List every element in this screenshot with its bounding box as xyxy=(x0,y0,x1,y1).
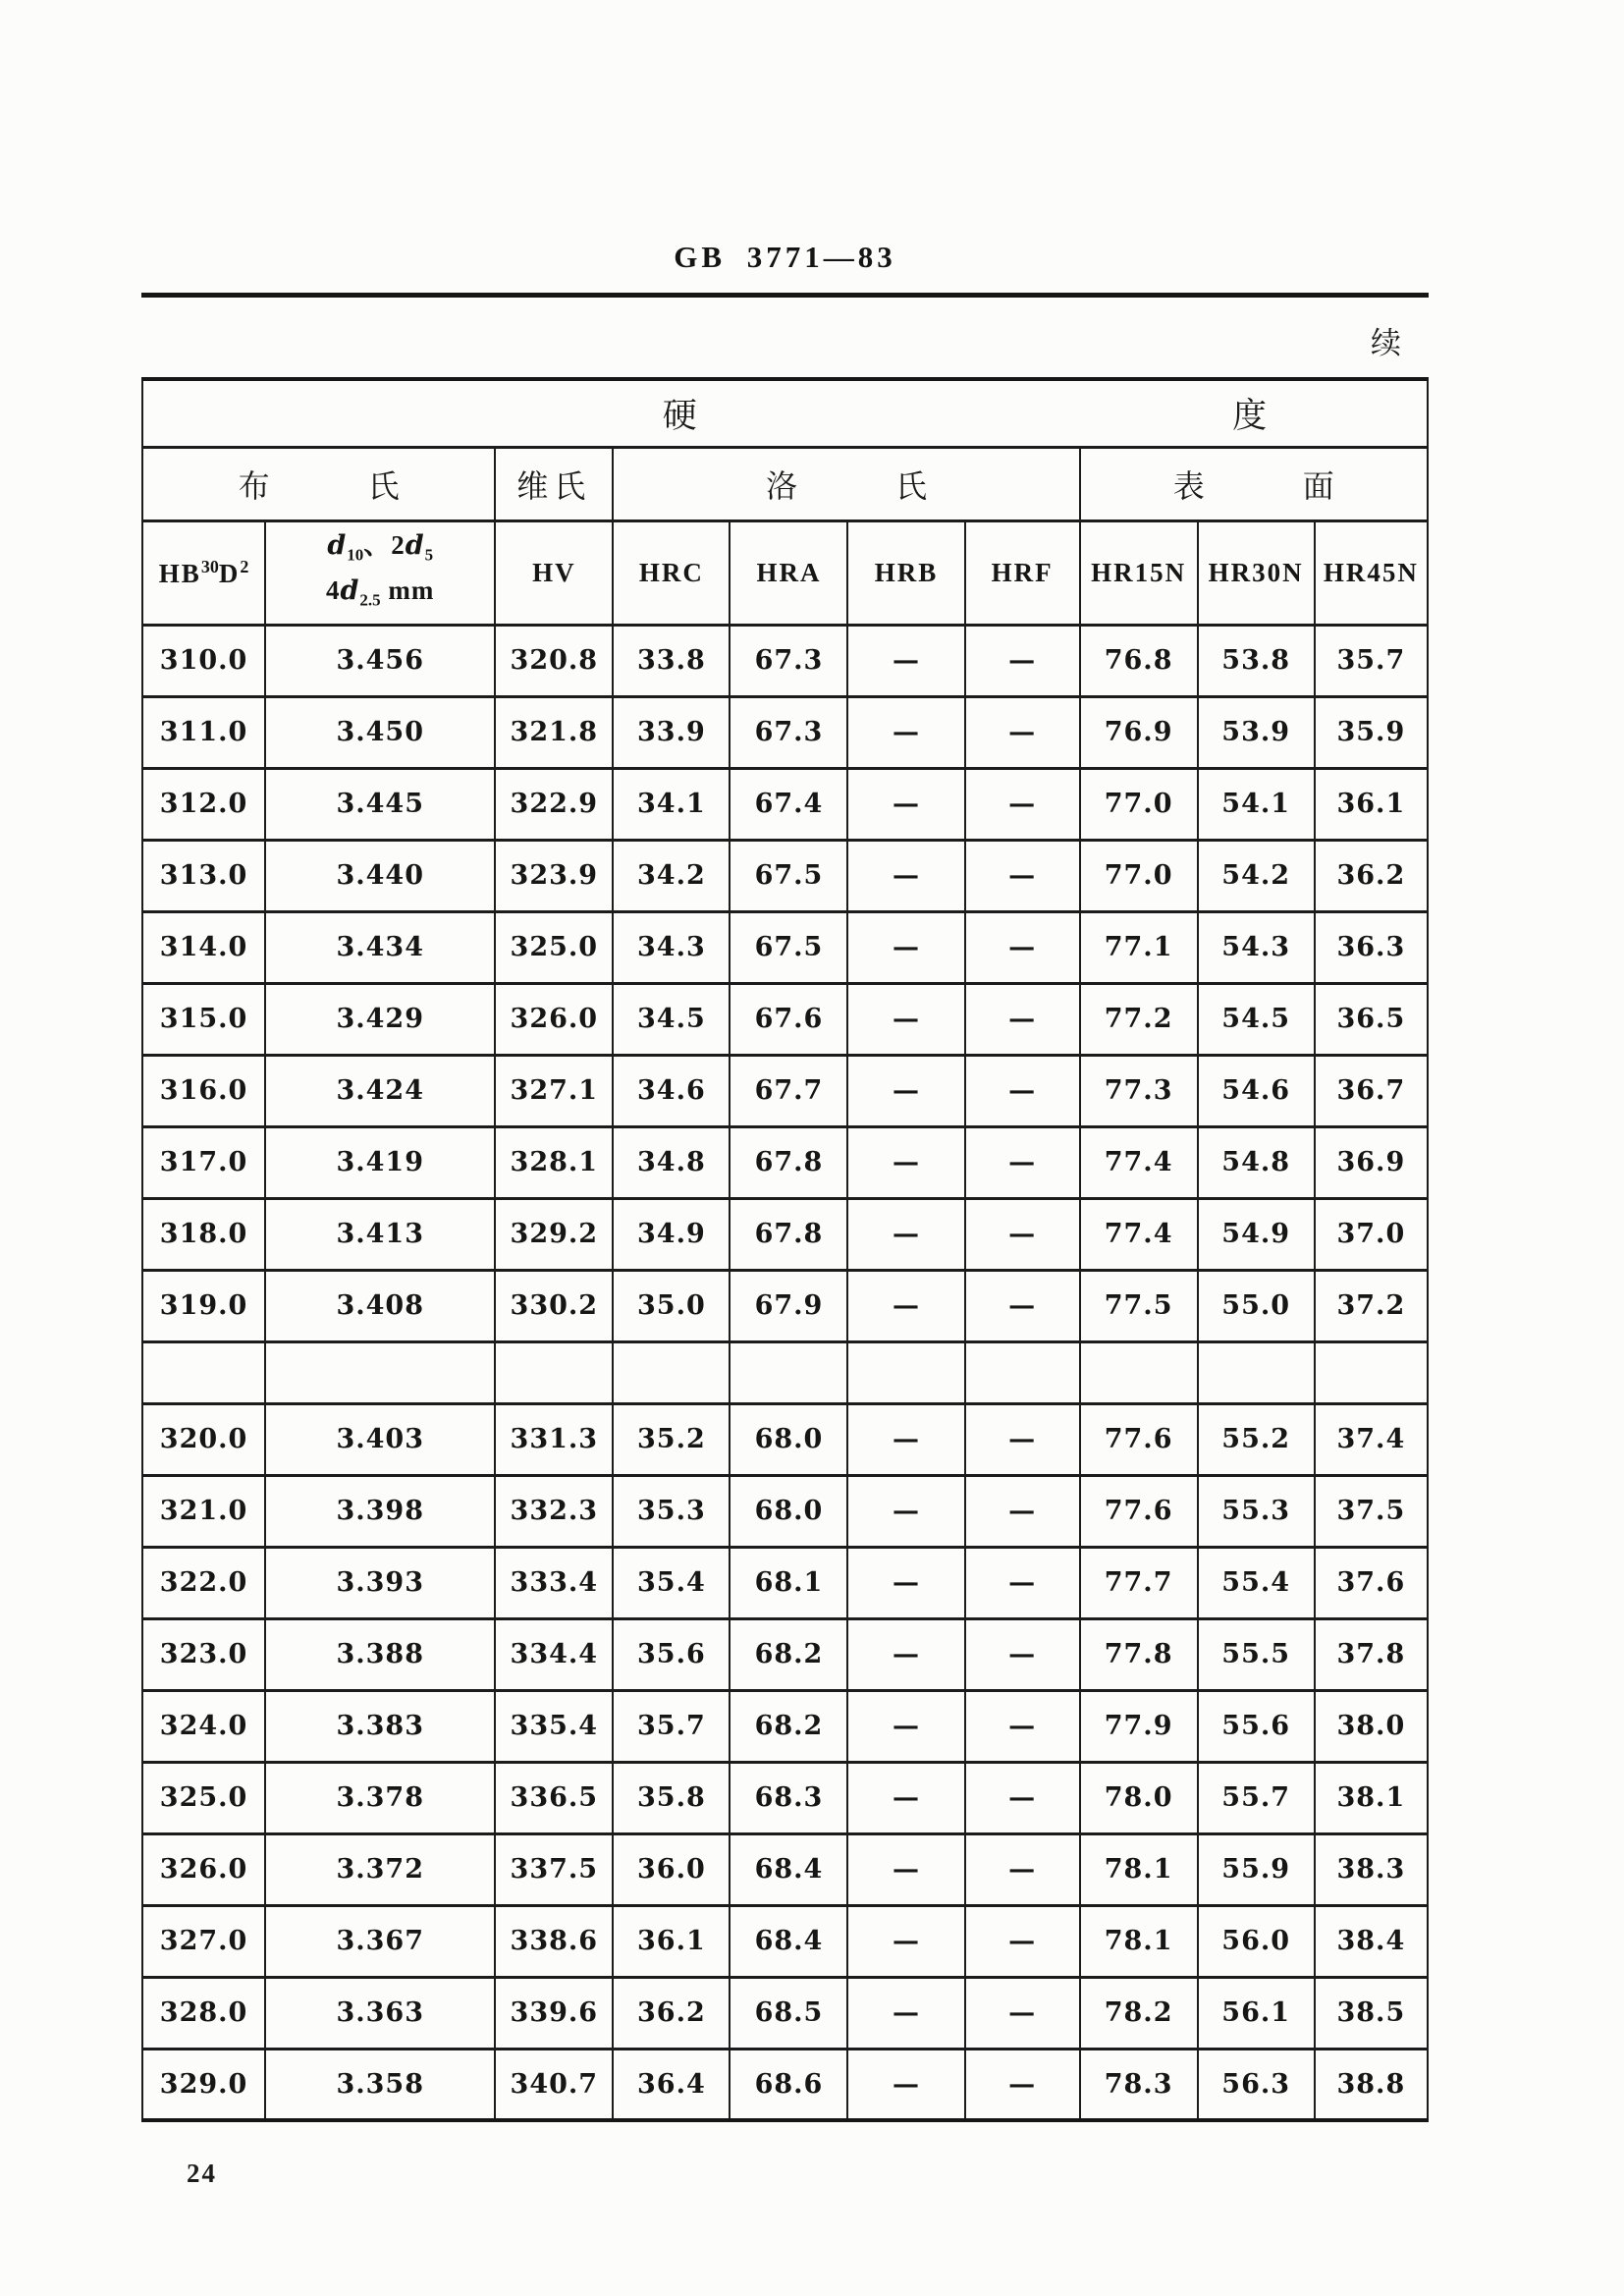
cell xyxy=(613,1341,730,1403)
cell: — xyxy=(847,1618,964,1690)
cell: 3.429 xyxy=(265,983,495,1055)
cell: — xyxy=(965,1055,1080,1126)
cell: 54.1 xyxy=(1198,768,1315,840)
cell: 56.3 xyxy=(1198,2049,1315,2120)
cell: — xyxy=(847,1403,964,1475)
d25-subscript: 2.5 xyxy=(359,590,381,610)
cell: 323.0 xyxy=(142,1618,265,1690)
cell: 3.363 xyxy=(265,1977,495,2049)
cell: — xyxy=(965,1833,1080,1905)
cell: 3.408 xyxy=(265,1270,495,1341)
cell: 77.8 xyxy=(1080,1618,1198,1690)
cell: 37.6 xyxy=(1315,1547,1428,1618)
cell: 3.367 xyxy=(265,1905,495,1977)
table-row xyxy=(142,1977,1428,2049)
d5-symbol: d xyxy=(405,529,425,561)
cell: 333.4 xyxy=(495,1547,613,1618)
table-row xyxy=(142,1198,1428,1270)
group-header-brinell xyxy=(142,447,495,520)
table-row xyxy=(142,1762,1428,1833)
continued-label: 续 xyxy=(1371,326,1401,360)
cell: — xyxy=(847,1905,964,1977)
cell: — xyxy=(965,1690,1080,1762)
cell: 54.6 xyxy=(1198,1055,1315,1126)
cell: — xyxy=(847,1198,964,1270)
cell: 3.383 xyxy=(265,1690,495,1762)
cell: — xyxy=(965,911,1080,983)
cell: 318.0 xyxy=(142,1198,265,1270)
cell: 78.3 xyxy=(1080,2049,1198,2120)
group-header-surface-char2: 面 xyxy=(1302,467,1334,504)
group-header-vickers: 维氏 xyxy=(495,447,613,520)
cell: 320.8 xyxy=(495,625,613,696)
cell: 35.9 xyxy=(1315,696,1428,768)
cell: 3.440 xyxy=(265,840,495,911)
cell: 329.2 xyxy=(495,1198,613,1270)
group-header-brinell-char2: 氏 xyxy=(367,467,400,504)
cell: 36.2 xyxy=(1315,840,1428,911)
cell: 3.419 xyxy=(265,1126,495,1198)
table-row xyxy=(142,2049,1428,2120)
cell: 326.0 xyxy=(142,1833,265,1905)
cell: 67.5 xyxy=(730,840,847,911)
cell: — xyxy=(847,1977,964,2049)
cell: 314.0 xyxy=(142,911,265,983)
cell: — xyxy=(847,840,964,911)
cell: 68.4 xyxy=(730,1905,847,1977)
cell: 37.8 xyxy=(1315,1618,1428,1690)
cell: 331.3 xyxy=(495,1403,613,1475)
cell: 77.1 xyxy=(1080,911,1198,983)
d25-coefficient: 4 xyxy=(326,575,341,605)
cell: — xyxy=(965,1126,1080,1198)
cell: 336.5 xyxy=(495,1762,613,1833)
cell: 33.8 xyxy=(613,625,730,696)
cell: 53.8 xyxy=(1198,625,1315,696)
cell: 34.1 xyxy=(613,768,730,840)
cell: 319.0 xyxy=(142,1270,265,1341)
cell: 35.4 xyxy=(613,1547,730,1618)
col-header-hrf: HRF xyxy=(965,520,1080,625)
d-unit-mm: mm xyxy=(380,575,435,605)
table-row xyxy=(142,1905,1428,1977)
cell: 35.7 xyxy=(1315,625,1428,696)
cell: 311.0 xyxy=(142,696,265,768)
cell: 35.8 xyxy=(613,1762,730,1833)
cell: 322.0 xyxy=(142,1547,265,1618)
cell: 38.8 xyxy=(1315,2049,1428,2120)
table-row xyxy=(142,1547,1428,1618)
cell: — xyxy=(965,983,1080,1055)
cell: — xyxy=(847,983,964,1055)
cell: — xyxy=(965,1475,1080,1547)
table-row xyxy=(142,983,1428,1055)
cell: 339.6 xyxy=(495,1977,613,2049)
group-header-surface xyxy=(1080,447,1428,520)
cell: 54.9 xyxy=(1198,1198,1315,1270)
span-header-row xyxy=(142,379,1428,447)
cell: 315.0 xyxy=(142,983,265,1055)
table-row xyxy=(142,911,1428,983)
cell: 334.4 xyxy=(495,1618,613,1690)
cell: 35.7 xyxy=(613,1690,730,1762)
cell: — xyxy=(965,1270,1080,1341)
cell: — xyxy=(965,1977,1080,2049)
group-header-rockwell xyxy=(613,447,1079,520)
cell: 323.9 xyxy=(495,840,613,911)
cell: 36.1 xyxy=(613,1905,730,1977)
cell: 325.0 xyxy=(142,1762,265,1833)
cell: 34.2 xyxy=(613,840,730,911)
cell: 3.393 xyxy=(265,1547,495,1618)
cell: 332.3 xyxy=(495,1475,613,1547)
cell: 36.5 xyxy=(1315,983,1428,1055)
table-row xyxy=(142,1055,1428,1126)
cell: — xyxy=(847,1055,964,1126)
cell: — xyxy=(847,768,964,840)
cell: 38.3 xyxy=(1315,1833,1428,1905)
table-row xyxy=(142,1270,1428,1341)
hb-d: D xyxy=(218,558,241,588)
cell: 77.0 xyxy=(1080,840,1198,911)
cell: 78.0 xyxy=(1080,1762,1198,1833)
cell: 54.3 xyxy=(1198,911,1315,983)
cell: 68.4 xyxy=(730,1833,847,1905)
cell: 67.5 xyxy=(730,911,847,983)
cell: — xyxy=(965,1618,1080,1690)
cell: 54.8 xyxy=(1198,1126,1315,1198)
cell: 35.6 xyxy=(613,1618,730,1690)
d10-subscript: 10 xyxy=(347,545,364,564)
table-row xyxy=(142,840,1428,911)
col-header-hrb: HRB xyxy=(847,520,964,625)
cell xyxy=(965,1341,1080,1403)
table-row xyxy=(142,1126,1428,1198)
table-row xyxy=(142,625,1428,696)
d-header-line1 xyxy=(266,527,494,573)
cell: 313.0 xyxy=(142,840,265,911)
doc-title: GB 3771—83 xyxy=(674,240,896,274)
cell xyxy=(847,1341,964,1403)
table-row xyxy=(142,1475,1428,1547)
cell: — xyxy=(965,696,1080,768)
cell: 67.8 xyxy=(730,1198,847,1270)
table-empty-row xyxy=(142,1341,1428,1403)
cell: 328.0 xyxy=(142,1977,265,2049)
cell: 330.2 xyxy=(495,1270,613,1341)
cell: 55.3 xyxy=(1198,1475,1315,1547)
col-header-hr30n: HR30N xyxy=(1198,520,1315,625)
cell: 55.7 xyxy=(1198,1762,1315,1833)
cell: 77.3 xyxy=(1080,1055,1198,1126)
table-row xyxy=(142,1833,1428,1905)
cell: 56.0 xyxy=(1198,1905,1315,1977)
group-header-surface-char1: 表 xyxy=(1172,467,1205,504)
cell: 325.0 xyxy=(495,911,613,983)
cell: — xyxy=(965,1905,1080,1977)
span-header-cell xyxy=(142,379,1428,447)
cell: 317.0 xyxy=(142,1126,265,1198)
col-header-hra: HRA xyxy=(730,520,847,625)
cell: 67.3 xyxy=(730,696,847,768)
cell: 77.6 xyxy=(1080,1403,1198,1475)
cell: — xyxy=(847,1762,964,1833)
cell: 67.7 xyxy=(730,1055,847,1126)
cell: — xyxy=(965,1403,1080,1475)
cell: 68.0 xyxy=(730,1403,847,1475)
span-header-hardness-left: 硬 xyxy=(662,396,697,435)
cell: 34.5 xyxy=(613,983,730,1055)
cell: 77.0 xyxy=(1080,768,1198,840)
cell: — xyxy=(965,768,1080,840)
cell: 77.7 xyxy=(1080,1547,1198,1618)
cell: 53.9 xyxy=(1198,696,1315,768)
cell: 67.6 xyxy=(730,983,847,1055)
cell: — xyxy=(965,1762,1080,1833)
cell: — xyxy=(847,2049,964,2120)
cell: 35.3 xyxy=(613,1475,730,1547)
col-header-hr45n: HR45N xyxy=(1315,520,1428,625)
table-row xyxy=(142,768,1428,840)
cell: 3.456 xyxy=(265,625,495,696)
cell: 36.0 xyxy=(613,1833,730,1905)
cell: 340.7 xyxy=(495,2049,613,2120)
cell: 327.0 xyxy=(142,1905,265,1977)
title-rule xyxy=(141,293,1429,298)
cell: 78.2 xyxy=(1080,1977,1198,2049)
d-separator: 、2 xyxy=(363,529,406,560)
cell: 77.5 xyxy=(1080,1270,1198,1341)
cell: — xyxy=(847,1270,964,1341)
cell: 36.4 xyxy=(613,2049,730,2120)
cell xyxy=(1198,1341,1315,1403)
cell: 36.1 xyxy=(1315,768,1428,840)
cell: 321.0 xyxy=(142,1475,265,1547)
d-header-line2 xyxy=(266,573,494,618)
cell: 67.9 xyxy=(730,1270,847,1341)
page-content xyxy=(141,0,1429,2296)
group-header-rockwell-char1: 洛 xyxy=(765,467,797,504)
table-body xyxy=(142,625,1428,2120)
cell: 78.1 xyxy=(1080,1905,1198,1977)
cell: 37.4 xyxy=(1315,1403,1428,1475)
cell: — xyxy=(965,840,1080,911)
table-row xyxy=(142,1690,1428,1762)
col-header-hr15n: HR15N xyxy=(1080,520,1198,625)
hb-base: HB xyxy=(158,558,201,588)
cell: 37.5 xyxy=(1315,1475,1428,1547)
cell: — xyxy=(847,911,964,983)
cell: 322.9 xyxy=(495,768,613,840)
hb-sup-2: 2 xyxy=(240,556,249,576)
cell: 328.1 xyxy=(495,1126,613,1198)
cell xyxy=(142,1341,265,1403)
table-row xyxy=(142,1618,1428,1690)
cell: 37.0 xyxy=(1315,1198,1428,1270)
cell: 55.2 xyxy=(1198,1403,1315,1475)
cell: 34.8 xyxy=(613,1126,730,1198)
group-header-row xyxy=(142,447,1428,520)
cell: 312.0 xyxy=(142,768,265,840)
hardness-conversion-table xyxy=(141,377,1429,2122)
col-header-indentation-diameter xyxy=(265,520,495,625)
cell: — xyxy=(847,696,964,768)
cell: — xyxy=(847,1547,964,1618)
cell: 326.0 xyxy=(495,983,613,1055)
cell: 34.9 xyxy=(613,1198,730,1270)
cell: 56.1 xyxy=(1198,1977,1315,2049)
cell: 68.3 xyxy=(730,1762,847,1833)
cell: 54.5 xyxy=(1198,983,1315,1055)
cell: — xyxy=(965,2049,1080,2120)
cell: 67.4 xyxy=(730,768,847,840)
cell: 54.2 xyxy=(1198,840,1315,911)
cell: 329.0 xyxy=(142,2049,265,2120)
cell: 327.1 xyxy=(495,1055,613,1126)
cell: — xyxy=(847,1126,964,1198)
cell: 36.7 xyxy=(1315,1055,1428,1126)
cell: 34.3 xyxy=(613,911,730,983)
cell: — xyxy=(965,625,1080,696)
cell: 3.445 xyxy=(265,768,495,840)
cell: 68.5 xyxy=(730,1977,847,2049)
cell: 68.0 xyxy=(730,1475,847,1547)
page-number: 24 xyxy=(187,2159,217,2188)
cell: 38.0 xyxy=(1315,1690,1428,1762)
cell: 68.2 xyxy=(730,1690,847,1762)
cell: 68.1 xyxy=(730,1547,847,1618)
cell: 320.0 xyxy=(142,1403,265,1475)
cell: 37.2 xyxy=(1315,1270,1428,1341)
cell: — xyxy=(847,1833,964,1905)
d5-subscript: 5 xyxy=(424,545,434,564)
cell: 310.0 xyxy=(142,625,265,696)
d25-symbol: d xyxy=(340,575,360,606)
cell: 3.403 xyxy=(265,1403,495,1475)
cell: 76.9 xyxy=(1080,696,1198,768)
cell: 55.4 xyxy=(1198,1547,1315,1618)
cell: 55.5 xyxy=(1198,1618,1315,1690)
cell: 3.388 xyxy=(265,1618,495,1690)
group-header-rockwell-char2: 氏 xyxy=(894,467,927,504)
cell: 55.0 xyxy=(1198,1270,1315,1341)
cell: 36.2 xyxy=(613,1977,730,2049)
cell: 36.3 xyxy=(1315,911,1428,983)
cell: 78.1 xyxy=(1080,1833,1198,1905)
cell xyxy=(1080,1341,1198,1403)
cell: 76.8 xyxy=(1080,625,1198,696)
cell: 68.6 xyxy=(730,2049,847,2120)
cell: 77.2 xyxy=(1080,983,1198,1055)
cell: 68.2 xyxy=(730,1618,847,1690)
cell xyxy=(730,1341,847,1403)
cell: 36.9 xyxy=(1315,1126,1428,1198)
cell: 77.6 xyxy=(1080,1475,1198,1547)
cell: 3.398 xyxy=(265,1475,495,1547)
cell: — xyxy=(847,1690,964,1762)
cell: 321.8 xyxy=(495,696,613,768)
cell: 77.9 xyxy=(1080,1690,1198,1762)
cell: 3.358 xyxy=(265,2049,495,2120)
cell: 3.378 xyxy=(265,1762,495,1833)
span-header-hardness-right: 度 xyxy=(1232,396,1268,435)
col-header-hrc: HRC xyxy=(613,520,730,625)
cell: — xyxy=(965,1547,1080,1618)
group-header-brinell-char1: 布 xyxy=(238,467,270,504)
col-header-hb30d2 xyxy=(142,520,265,625)
cell: 316.0 xyxy=(142,1055,265,1126)
cell: 67.8 xyxy=(730,1126,847,1198)
cell: — xyxy=(965,1198,1080,1270)
cell: 55.9 xyxy=(1198,1833,1315,1905)
cell: 38.1 xyxy=(1315,1762,1428,1833)
cell: 337.5 xyxy=(495,1833,613,1905)
cell: — xyxy=(847,625,964,696)
hb-sup-30: 30 xyxy=(200,556,219,576)
cell: 3.434 xyxy=(265,911,495,983)
cell: 35.0 xyxy=(613,1270,730,1341)
cell: 38.4 xyxy=(1315,1905,1428,1977)
cell: 67.3 xyxy=(730,625,847,696)
table-row xyxy=(142,696,1428,768)
cell: 338.6 xyxy=(495,1905,613,1977)
cell: 55.6 xyxy=(1198,1690,1315,1762)
cell: 335.4 xyxy=(495,1690,613,1762)
cell: — xyxy=(847,1475,964,1547)
cell: 324.0 xyxy=(142,1690,265,1762)
cell: 3.413 xyxy=(265,1198,495,1270)
cell xyxy=(1315,1341,1428,1403)
cell: 3.424 xyxy=(265,1055,495,1126)
cell: 33.9 xyxy=(613,696,730,768)
cell: 77.4 xyxy=(1080,1126,1198,1198)
cell: 3.372 xyxy=(265,1833,495,1905)
cell: 34.6 xyxy=(613,1055,730,1126)
table-row xyxy=(142,1403,1428,1475)
cell: 35.2 xyxy=(613,1403,730,1475)
cell: 3.450 xyxy=(265,696,495,768)
cell: 38.5 xyxy=(1315,1977,1428,2049)
cell: 77.4 xyxy=(1080,1198,1198,1270)
cell xyxy=(495,1341,613,1403)
column-header-row xyxy=(142,520,1428,625)
d10-symbol: d xyxy=(327,529,348,561)
col-header-hv: HV xyxy=(495,520,613,625)
cell xyxy=(265,1341,495,1403)
